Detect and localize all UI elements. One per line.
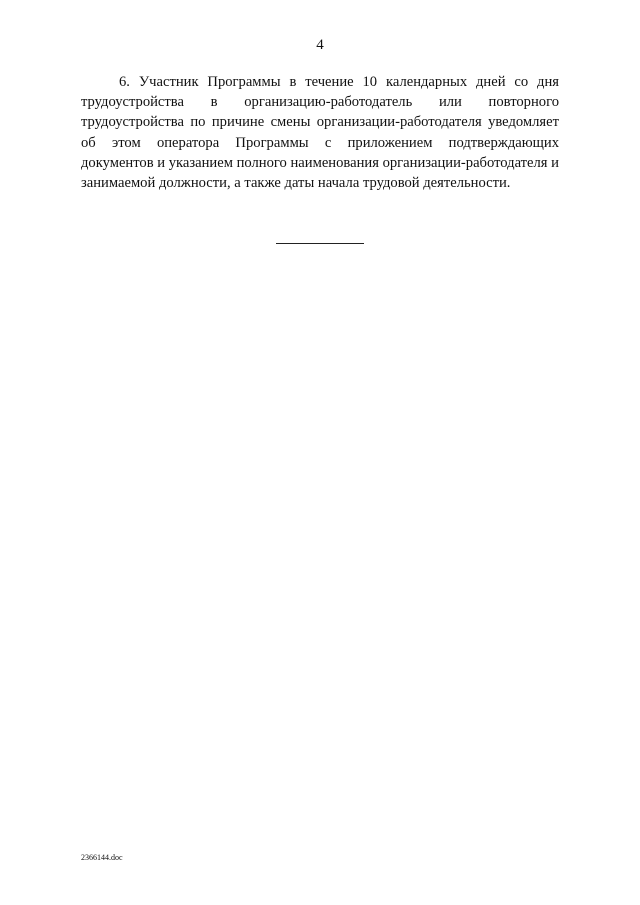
body-paragraph: 6. Участник Программы в течение 10 календарных дней со дня трудоустройства в организацию-работодатель или повторного трудоустройства по причине смены организации-работодателя уведомляет об этом оператора Программы с приложением подтверждающих документов и указанием полного наименования организации-работодателя и занимаемой должности, а также даты начала трудовой деятельности. [81,74,559,192]
separator-line [276,243,364,244]
page-number: 4 [316,37,324,53]
document-code: 2366144.doc [81,853,123,862]
